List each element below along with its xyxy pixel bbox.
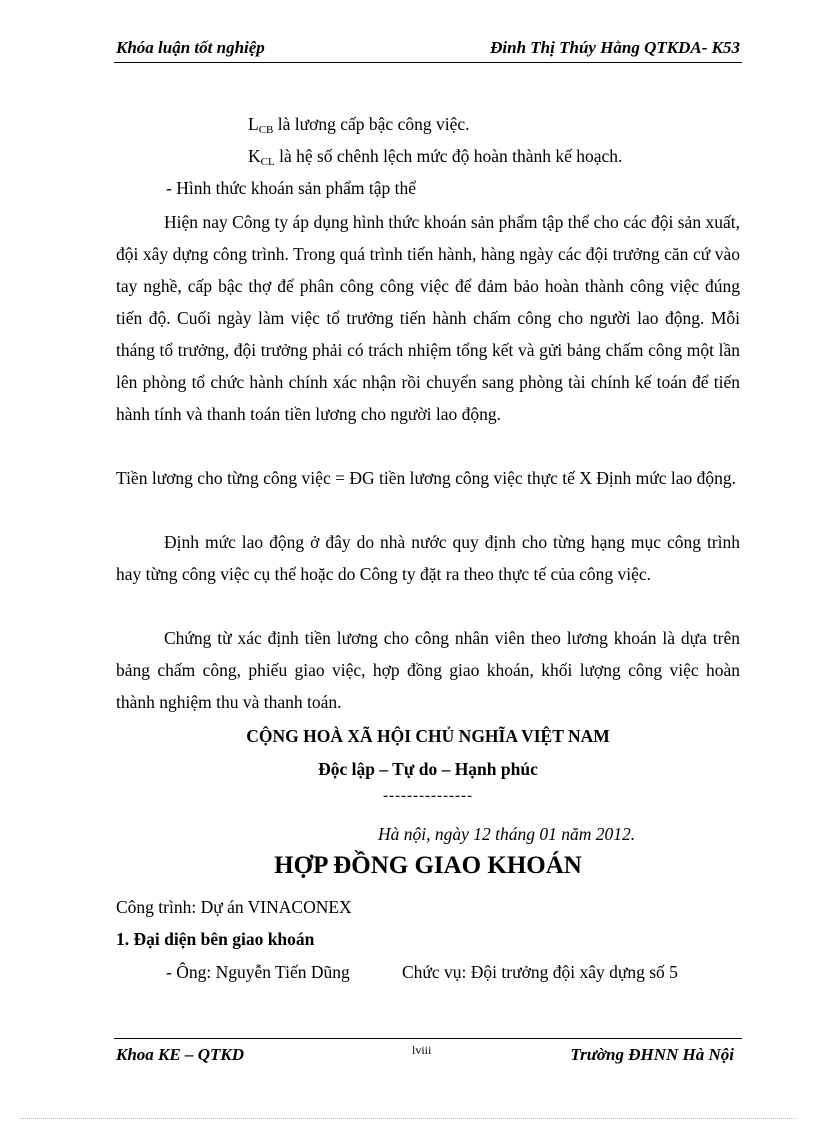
formula-paragraph: Tiền lương cho từng công việc = ĐG tiền lương công việc thực tế X Định mức lao động. <box>116 468 736 488</box>
definition-symbol: K <box>248 146 261 166</box>
footer-right: Trường ĐHNN Hà Nội <box>570 1045 734 1064</box>
header-rule <box>114 62 742 63</box>
definition-subscript: CL <box>260 156 275 168</box>
definition-text: là lương cấp bậc công việc. <box>273 114 470 134</box>
definition-kcl <box>248 146 622 167</box>
paragraph-labor-norm: Định mức lao động ở đây do nhà nước quy định cho từng hạng mục công trình hay từng công việc cụ thể hoặc do Công ty đặt ra theo thực tế của công việc. <box>116 532 740 584</box>
paragraph-documents: Chứng từ xác định tiền lương cho công nhân viên theo lương khoán là dựa trên bảng chấm công, phiếu giao việc, hợp đồng giao khoán, khối lượng công việc hoàn thành nghiệm thu và thanh toán. <box>116 628 740 712</box>
page-bottom-border <box>20 1118 796 1119</box>
representative-position: Chức vụ: Đội trưởng đội xây dựng số 5 <box>402 962 678 982</box>
paragraph-collective-contract: Hiện nay Công ty áp dụng hình thức khoán sản phẩm tập thể cho các đội sản xuất, đội xây dựng công trình. Trong quá trình tiến hành, hàng ngày các đội trưởng căn cứ vào tay nghề, cấp bậc thợ để phân công công việc để đảm bảo hoàn thành công việc đúng tiến độ. Cuối ngày làm việc tổ trưởng tiến hành chấm công cho người lao động. Mỗi tháng tổ trưởng, đội trưởng phải có trách nhiệm tổng kết và gửi bảng chấm công một lần lên phòng tổ chức hành chính xác nhận rồi chuyển sang phòng tài chính kế toán để tiến hành tính và thanh toán tiền lương cho người lao động. <box>116 212 740 424</box>
date-place: Hà nội, ngày 12 tháng 01 năm 2012. <box>378 824 636 844</box>
bullet-collective: - Hình thức khoán sản phẩm tập thể <box>166 178 417 198</box>
header-right: Đinh Thị Thúy Hằng QTKDA- K53 <box>490 38 740 57</box>
page-number: lviii <box>412 1043 432 1057</box>
motto: Độc lập – Tự do – Hạnh phúc <box>318 759 538 779</box>
nation-title: CỘNG HOÀ XÃ HỘI CHỦ NGHĨA VIỆT NAM <box>246 726 610 746</box>
footer-left: Khoa KE – QTKD <box>116 1045 244 1064</box>
definition-lcb <box>248 114 469 135</box>
header-left: Khóa luận tốt nghiệp <box>116 38 265 57</box>
project-name: Công trình: Dự án VINACONEX <box>116 897 352 917</box>
definition-symbol: L <box>248 114 259 134</box>
definition-text: là hệ số chênh lệch mức độ hoàn thành kế hoạch. <box>274 146 623 166</box>
definition-subscript: CB <box>258 124 274 136</box>
representative-name: - Ông: Nguyễn Tiến Dũng <box>166 962 350 982</box>
section-1-heading: 1. Đại diện bên giao khoán <box>116 929 315 949</box>
footer-rule <box>114 1038 742 1039</box>
separator-line: --------------- <box>383 788 473 804</box>
contract-title: HỢP ĐỒNG GIAO KHOÁN <box>274 852 582 879</box>
